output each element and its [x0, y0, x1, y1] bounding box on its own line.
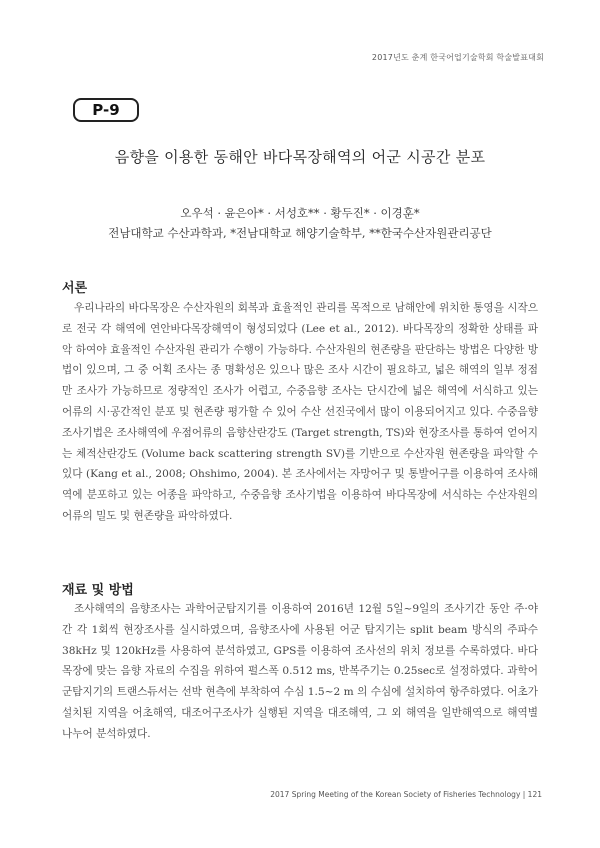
- section-body-introduction: 우리나라의 바다목장은 수산자원의 회복과 효율적인 관리를 목적으로 남해안에 위치한 통영을 시작으로 전국 각 해역에 연안바다목장해역이 형성되었다 (Lee et al., 2012). 바다목장의 정확한 상태를 파악 하여야 효율적인 수산자원 관리가 수행이 가능하다. 수산자원의 현존량을 판단하는 방법은 다양한 방법이 있으며, 그 중 어획 조사는 종 명확성은 있으나 많은 조사 시간이 필요하고, 넓은 해역의 일부 정점만 조사가 가능하므로 정량적인 조사가 어렵고, 수중음향 조사는 단시간에 넓은 해역에 서식하고 있는 어류의 시·공간적인 분포 및 현존량 평가할 수 있어 수산 선진국에서 많이 이용되어지고 있다. 수중음향 조사기법은 조사해역에 우점어류의 음향산란강도 (Target strength, TS)와 현장조사를 통하여 얻어지는 체적산란강도 (Volume back scattering strength SV)를 기반으로 수산자원 현존량을 파악할 수 있다 (Kang et al., 2008; Ohshimo, 2004). 본 조사에서는 자망어구 및 통발어구를 이용하여 조사해역에 분포하고 있는 어종을 파악하고, 수중음향 조사기법을 이용하여 바다목장에 서식하는 수산자원의 어류의 밀도 및 현존량을 파악하였다.: [62, 302, 538, 522]
- paper-title: 음향을 이용한 동해안 바다목장해역의 어군 시공간 분포: [114, 148, 486, 166]
- poster-number-badge: P-9: [73, 98, 139, 122]
- affiliation-list: 전남대학교 수산과학과, *전남대학교 해양기술학부, **한국수산자원관리공단: [108, 226, 492, 240]
- conference-header: 2017년도 춘계 한국어업기술학회 학술발표대회: [371, 53, 544, 62]
- section-heading-methods: 재료 및 방법: [62, 583, 134, 598]
- section-body-methods: 조사해역의 음향조사는 과학어군탐지기를 이용하여 2016년 12월 5일~9일의 조사기간 동안 주·야간 각 1회씩 현장조사를 실시하였으며, 음향조사에 사용된 어군 탐지기는 split beam 방식의 주파수 38kHz 및 120kHz를 사용하여 분석하였고, GPS를 이용하여 조사선의 위치 정보를 수록하였다. 바다목장에 맞는 음향 자료의 수집을 위하여 펄스폭 0.512 ms, 반복주기는 0.25sec로 설정하였다. 과학어군탐지기의 트랜스듀서는 선박 현측에 부착하여 수심 1.5~2 m 의 수심에 설치하여 항주하였다. 어초가 설치된 지역을 어초해역, 대조어구조사가 실행된 지역을 대조해역, 그 외 해역을 일반해역으로 해역별 나누어 분석하였다.: [62, 603, 538, 740]
- author-list: 오우석 · 윤은아* · 서성호** · 황두진* · 이경훈*: [180, 206, 420, 220]
- section-heading-introduction: 서론: [62, 281, 88, 296]
- page-footer: 2017 Spring Meeting of the Korean Society of Fisheries Technology | 121: [270, 790, 542, 799]
